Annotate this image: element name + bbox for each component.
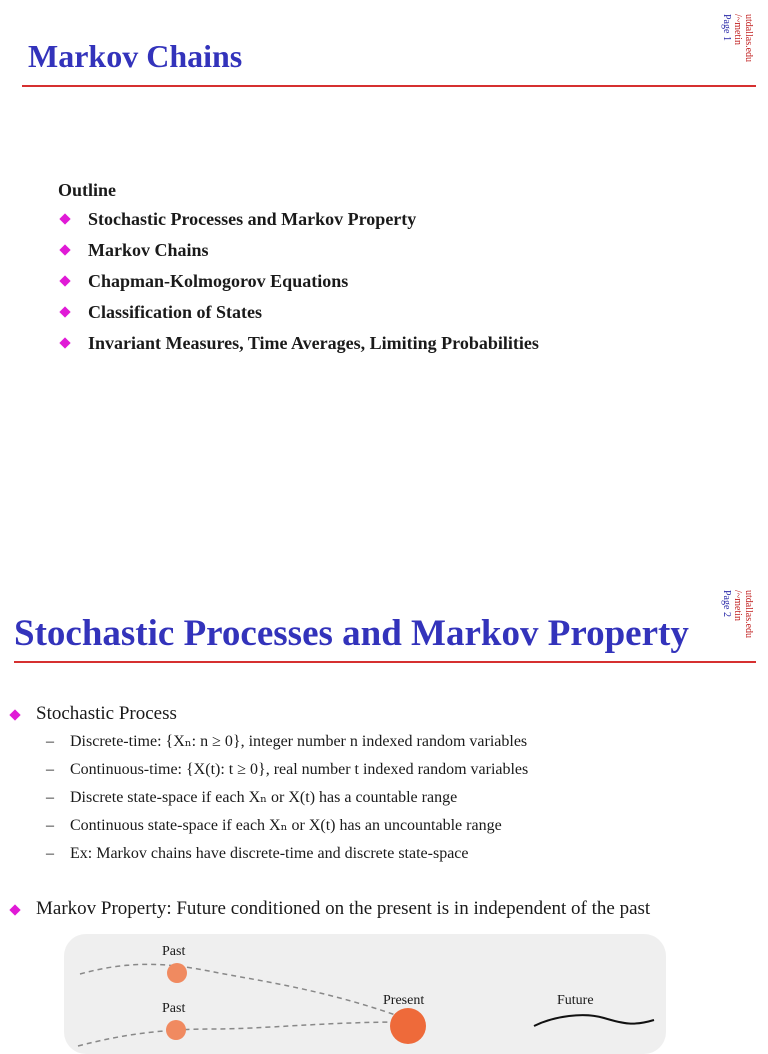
past-node-1 (167, 963, 187, 983)
outline-list (58, 207, 539, 362)
tag-page: Page 1 (721, 14, 732, 41)
diamond-bullet-icon (9, 709, 20, 720)
outline-heading: Outline (58, 180, 117, 200)
list-item: – Continuous-time: {X(t): t ≥ 0}, real number t indexed random variables (46, 761, 529, 778)
present-node (390, 1008, 426, 1044)
list-item: – Discrete state-space if each Xₙ or X(t) has a countable range (46, 789, 458, 806)
slide-2 (0, 576, 768, 1024)
slide-title: Stochastic Processes and Markov Property (14, 613, 689, 654)
tag-user: /~metin (732, 14, 743, 45)
label-future: Future (557, 993, 594, 1008)
tag-user: /~metin (732, 590, 743, 621)
diamond-bullet-icon (9, 904, 20, 915)
diamond-bullet-icon (59, 337, 70, 348)
bullet-stochastic-process: Stochastic Process (36, 703, 177, 725)
markov-property-diagram (64, 934, 666, 1054)
past-path-1 (80, 964, 404, 1018)
slide-title: Markov Chains (28, 38, 243, 74)
outline-item: Stochastic Processes and Markov Property (58, 207, 539, 238)
label-present: Present (383, 993, 425, 1008)
tag-site: utdallas (743, 14, 754, 46)
title-divider (14, 661, 756, 663)
outline-item: Markov Chains (58, 238, 539, 269)
label-past-1: Past (162, 944, 186, 959)
diamond-bullet-icon (59, 275, 70, 286)
outline-item: Chapman-Kolmogorov Equations (58, 269, 539, 300)
past-node-2 (166, 1020, 186, 1040)
past-path-2 (78, 1022, 404, 1046)
label-past-2: Past (162, 1001, 186, 1016)
tag-edu: .edu (743, 621, 754, 639)
list-item: – Ex: Markov chains have discrete-time and discrete state-space (46, 845, 469, 862)
diamond-bullet-icon (59, 306, 70, 317)
outline (58, 180, 539, 362)
tag-page: Page 2 (721, 590, 732, 617)
diamond-bullet-icon (59, 244, 70, 255)
tag-edu: .edu (743, 45, 754, 63)
page-tag (721, 14, 768, 74)
outline-item: Invariant Measures, Time Averages, Limiting Probabilities (58, 331, 539, 362)
future-path (534, 1015, 654, 1026)
page-tag (721, 590, 768, 650)
list-item: – Discrete-time: {Xₙ: n ≥ 0}, integer number n indexed random variables (46, 733, 528, 750)
outline-item: Classification of States (58, 300, 539, 331)
stochastic-sub-list (46, 732, 528, 872)
diamond-bullet-icon (59, 213, 70, 224)
list-item: – Continuous state-space if each Xₙ or X(t) has an uncountable range (46, 817, 502, 834)
title-divider (22, 85, 756, 87)
bullet-markov-property: Markov Property: Future conditioned on the present is in independent of the past (36, 898, 650, 920)
tag-site: utdallas (743, 590, 754, 622)
